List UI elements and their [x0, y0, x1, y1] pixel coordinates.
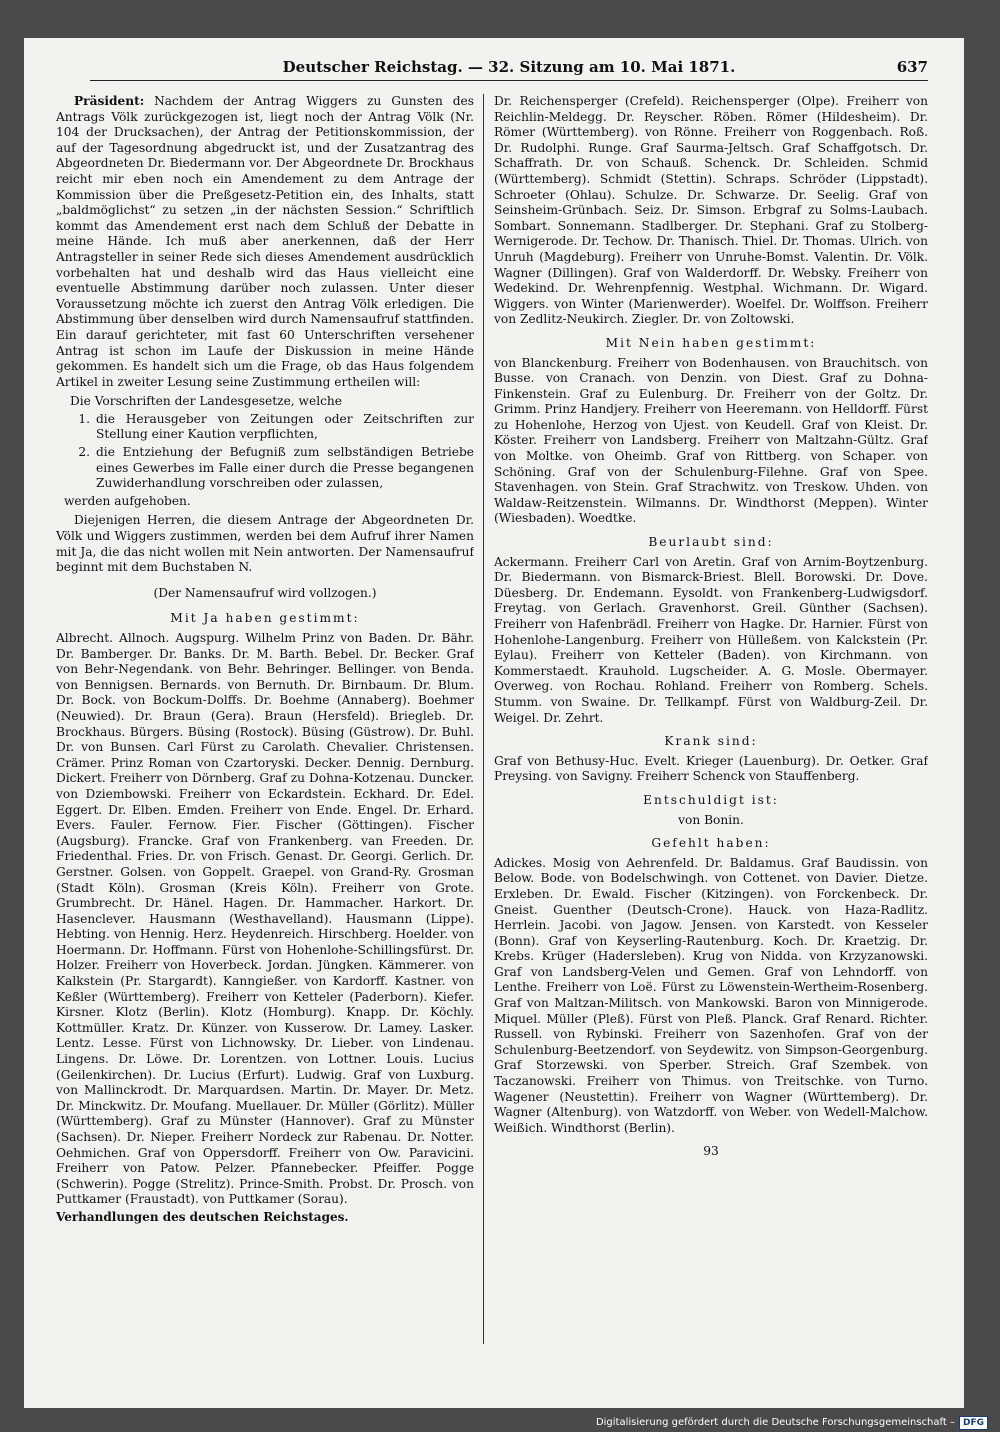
- list-item: [68, 412, 474, 443]
- dfg-logo-icon: DFG: [959, 1416, 988, 1430]
- krank-heading: Krank sind:: [664, 734, 758, 749]
- list-item-text: die Herausgeber von Zeitungen oder Zeitschriften zur Stellung einer Kaution verpflichten,: [96, 411, 474, 442]
- nein-names-list: von Blanckenburg. Freiherr von Bodenhausen. von Brauchitsch. von Busse. von Cranach. von Denzin. von Diest. Graf zu Dohna-Finkenstein. Graf zu Eulenburg. Dr. Freiherr von der Goltz. Dr. Grimm. Prinz Handjery. Freiherr von Heeremann. von Helldorff. Fürst zu Hohenlohe, Herzog von Ujest. von Keudell. Graf von Kleist. Dr. Köster. Freiherr von Landsberg. Freiherr von Maltzahn-Gültz. Graf von Moltke. von Oheimb. Graf von Rittberg. von Schaper. von Schöning. Graf von der Schulenburg-Filehne. Graf von Spee. Stavenhagen. von Stein. Graf Strachwitz. von Treskow. Uhden. von Waldaw-Reitzenstein. Wilmanns. Dr. Windthorst (Meppen). Winter (Wiesbaden). Woedtke.: [494, 355, 928, 526]
- paragraph-text: Nachdem der Antrag Wiggers zu Gunsten des Antrags Völk zurückgezogen ist, liegt noch der Antrag Völk (Nr. 104 der Drucksachen), der Antrag der Petitionskommission, der auf der Tagesordnung abgedruckt ist, und der Zusatzantrag des Abgeordneten Dr. Biedermann vor. Der Abgeordnete Dr. Brockhaus reicht mir eben noch ein Amendement zu dem Antrage der Kommission über die Preßgesetz-Petition ein, des Inhalts, statt „baldmöglichst“ zu setzen „in der nächsten Session.“ Schriftlich kommt das Amendement erst nach dem Schluß der Debatte in meine Hände. Ich muß aber anerkennen, daß der Herr Antragsteller in seiner Rede sich dieses Amendement ausdrücklich vorbehalten hat und deshalb wird das Haus vielleicht eine eventuelle Abstimmung darüber noch zulassen. Unter dieser Voraussetzung möchte ich zuerst den Antrag Völk erledigen. Die Abstimmung über denselben wird durch Namensaufruf stattfinden. Ein darauf gerichteter, mit fast 60 Unterschriften versehener Antrag ist schon im Laufe der Diskussion in meine Hände gekommen. Es handelt sich um die Frage, ob das Haus folgendem Artikel in zweiter Lesung seine Zustimmung ertheilen will:: [56, 94, 474, 389]
- ja-names-list: Albrecht. Allnoch. Augspurg. Wilhelm Prinz von Baden. Dr. Bähr. Dr. Bamberger. Dr. Banks. Dr. M. Barth. Bebel. Dr. Becker. Graf von Behr-Negendank. von Behr. Behringer. Bellinger. von Benda. von Bennigsen. Bernards. von Bernuth. Dr. Birnbaum. Dr. Blum. Dr. Bock. von Bockum-Dolffs. Dr. Boehme (Annaberg). Boehmer (Neuwied). Dr. Braun (Gera). Braun (Hersfeld). Briegleb. Dr. Brockhaus. Bürgers. Büsing (Rostock). Büsing (Güstrow). Dr. Buhl. Dr. von Bunsen. Carl Fürst zu Carolath. Chevalier. Christensen. Crämer. Prinz Roman von Czartoryski. Decker. Dennig. Dernburg. Dickert. Freiherr von Dörnberg. Graf zu Dohna-Kotzenau. Duncker. von Dziembowski. Freiherr von Eckardstein. Eckhard. Dr. Edel. Eggert. Dr. Elben. Emden. Freiherr von Ende. Engel. Dr. Erhard. Evers. Fauler. Fernow. Fier. Fischer (Göttingen). Fischer (Augsburg). Francke. Graf von Frankenberg. van Freeden. Dr. Friedenthal. Fries. Dr. von Frisch. Genast. Dr. Georgi. Gerlich. Dr. Gerstner. Golsen. von Goppelt. Graepel. von Grand-Ry. Grosman (Stadt Köln). Grosman (Kreis Köln). Freiherr von Grote. Grumbrecht. Dr. Hänel. Hagen. Dr. Hammacher. Harkort. Dr. Hasenclever. Hausmann (Westhavelland). Hausmann (Lippe). Hebting. von Hennig. Herz. Heydenreich. Hirschberg. Hoelder. von Hoermann. Dr. Hoffmann. Fürst von Hohenlohe-Schillingsfürst. Dr. Holzer. Freiherr von Hoverbeck. Jordan. Jüngken. Kämmerer. von Kalkstein (Pr. Stargardt). Kanngießer. von Kardorff. Kastner. von Keßler (Württemberg). Freiherr von Ketteler (Paderborn). Kiefer. Kirsner. Klotz (Berlin). Klotz (Homburg). Knapp. Dr. Köchly. Kottmüller. Kratz. Dr. Künzer. von Kusserow. Dr. Lamey. Lasker. Lentz. Lesse. Fürst von Lichnowsky. Dr. Lieber. von Lindenau. Lingens. Dr. Löwe. Dr. Lorentzen. von Lottner. Louis. Lucius (Geilenkirchen). Dr. Lucius (Erfurt). Ludwig. Graf von Luxburg. von Mallinckrodt. Dr. Marquardsen. Martin. Dr. Mayer. Dr. Metz. Dr. Minckwitz. Dr. Moufang. Muellauer. Dr. Müller (Görlitz). Müller (Württemberg). Graf zu Münster (Hannover). Graf zu Münster (Sachsen). Dr. Nieper. Freiherr Nordeck zur Rabenau. Dr. Notter. Oehmichen. Graf von Oppersdorff. Freiherr von Ow. Paravicini. Freiherr von Patow. Pelzer. Pfannebecker. Pfeiffer. Pogge (Schwerin). Pogge (Strelitz). Prince-Smith. Probst. Dr. Prosch. von Puttkamer (Fraustadt). von Puttkamer (Sorau).: [56, 631, 474, 1207]
- list-item-number: 2.: [78, 445, 90, 460]
- beurlaubt-names-list: Ackermann. Freiherr Carl von Aretin. Graf von Arnim-Boytzenburg. Dr. Biedermann. von Bismarck-Briest. Blell. Borowski. Dr. Dove. Düesberg. Dr. Endemann. Eysoldt. von Frankenberg-Ludwigsdorf. Freytag. von Gerlach. Gravenhorst. Greil. Günther (Sachsen). Freiherr von Hafenbrädl. Freiherr von Hagke. Dr. Harnier. Fürst von Hohenlohe-Langenburg. Freiherr von Hülleßem. von Kalckstein (Pr. Eylau). Freiherr von Ketteler (Baden). von Kirchmann. von Kommerstaedt. Krauhold. Lugscheider. A. G. Mosle. Obermayer. Overweg. von Rochau. Rohland. Freiherr von Romberg. Schels. Stumm. von Swaine. Dr. Tellkampf. Fürst von Waldburg-Zeil. Dr. Weigel. Dr. Zehrt.: [494, 554, 928, 725]
- article-list: [56, 394, 474, 509]
- page-title: Deutscher Reichstag. — 32. Sitzung am 10. Mai 1871.: [282, 58, 736, 76]
- gefehlt-names-list: Adickes. Mosig von Aehrenfeld. Dr. Baldamus. Graf Baudissin. von Below. Bode. von Bodelschwingh. von Cottenet. von Davier. Dietze. Erxleben. Dr. Ewald. Fischer (Kitzingen). von Forckenbeck. Dr. Gneist. Guenther (Deutsch-Crone). Hauck. von Haza-Radlitz. Herrlein. Jacobi. von Jagow. Jensen. von Karstedt. von Kesseler (Bonn). Graf von Keyserling-Rautenburg. Koch. Dr. Kraetzig. Dr. Krebs. Krüger (Hadersleben). Krug von Nidda. von Krzyzanowski. Graf von Landsberg-Velen und Gemen. Graf von Lehndorff. von Lenthe. Freiherr von Loë. Fürst zu Löwenstein-Wertheim-Rosenberg. Graf von Maltzan-Militsch. von Mankowski. Baron von Minnigerode. Miquel. Müller (Pleß). Fürst von Pleß. Planck. Graf Renard. Richter. Russell. von Rybinski. Freiherr von Sazenhofen. Graf von der Schulenburg-Beetzendorf. von Seydewitz. von Simpson-Georgenburg. Graf Storzewski. von Sperber. Streich. Graf Szembek. von Taczanowski. Freiherr von Thimus. von Treitschke. von Turno. Wagener (Neustettin). Freiherr von Wagner (Württemberg). Dr. Wagner (Altenburg). von Watzdorff. von Weber. von Wedell-Malchow. Weißich. Windthorst (Berlin).: [494, 855, 928, 1135]
- procedure-note: (Der Namensaufruf wird vollzogen.): [153, 585, 377, 600]
- voting-instructions: Diejenigen Herren, die diesem Antrage der Abgeordneten Dr. Völk und Wiggers zustimmen, werden bei dem Aufruf ihrer Namen mit Ja, die das nicht wollen mit Nein antworten. Der Namensaufruf beginnt mit dem Buchstaben N.: [56, 513, 474, 575]
- list-intro: Die Vorschriften der Landesgesetze, welche: [70, 394, 342, 409]
- beurlaubt-heading: Beurlaubt sind:: [648, 535, 774, 550]
- credit-text: Digitalisierung gefördert durch die Deutsche Forschungsgemeinschaft –: [595, 1417, 955, 1428]
- list-item-text: die Entziehung der Befugniß zum selbständigen Betriebe eines Gewerbes im Falle einer durch die Presse begangenen Zuwiderhandlung vorschreiben oder zulassen,: [96, 445, 474, 491]
- publication-footer: Verhandlungen des deutschen Reichstages.: [56, 1209, 349, 1224]
- nein-heading: Mit Nein haben gestimmt:: [605, 335, 817, 350]
- entschuldigt-names-list: von Bonin.: [678, 812, 744, 827]
- page-number: 637: [896, 58, 928, 76]
- gefehlt-heading: Gefehlt haben:: [651, 836, 771, 851]
- president-paragraph: [56, 94, 474, 390]
- entschuldigt-heading: Entschuldigt ist:: [643, 792, 779, 807]
- page-header: [90, 58, 928, 81]
- list-item: [68, 445, 474, 492]
- speaker-label: Präsident:: [74, 94, 145, 108]
- list-item-number: 1.: [78, 411, 90, 426]
- ja-names-continued: Dr. Reichensperger (Crefeld). Reichensperger (Olpe). Freiherr von Reichlin-Meldegg. Dr. Reyscher. Röben. Römer (Hildesheim). Dr. Römer (Württemberg). von Rönne. Freiherr von Roggenbach. Roß. Dr. Rudolphi. Runge. Graf Saurma-Jeltsch. Graf Schaffgotsch. Dr. Schaffrath. Dr. von Schauß. Schenck. Dr. Schleiden. Schmid (Württemberg). Schmidt (Stettin). Schraps. Schröder (Lippstadt). Schroeter (Ohlau). Schulze. Dr. Schwarze. Dr. Seelig. Graf von Seinsheim-Grünbach. Seiz. Dr. Simson. Erbgraf zu Solms-Laubach. Sombart. Sonnemann. Stadlberger. Dr. Stephani. Graf zu Stolberg-Wernigerode. Dr. Techow. Dr. Thanisch. Thiel. Dr. Thomas. Ulrich. von Unruh (Magdeburg). Freiherr von Unruhe-Bomst. Valentin. Dr. Völk. Wagner (Dillingen). Graf von Walderdorff. Dr. Websky. Freiherr von Wedekind. Dr. Wehrenpfennig. Westphal. Wichmann. Dr. Wigard. Wiggers. von Winter (Marienwerder). Woelfel. Dr. Wolffson. Freiherr von Zedlitz-Neukirch. Ziegler. Dr. von Zoltowski.: [494, 94, 928, 327]
- sheet-mark: 93: [703, 1144, 719, 1159]
- right-column: [494, 94, 928, 1344]
- krank-names-list: Graf von Bethusy-Huc. Evelt. Krieger (Lauenburg). Dr. Oetker. Graf Preysing. von Savigny. Freiherr Schenck von Stauffenberg.: [494, 753, 928, 784]
- digitization-credit: [596, 1416, 988, 1430]
- document-page: [24, 38, 964, 1408]
- ja-heading: Mit Ja haben gestimmt:: [170, 611, 360, 626]
- column-divider: [483, 94, 484, 1344]
- left-column: [56, 94, 474, 1384]
- list-outro: werden aufgehoben.: [64, 493, 191, 508]
